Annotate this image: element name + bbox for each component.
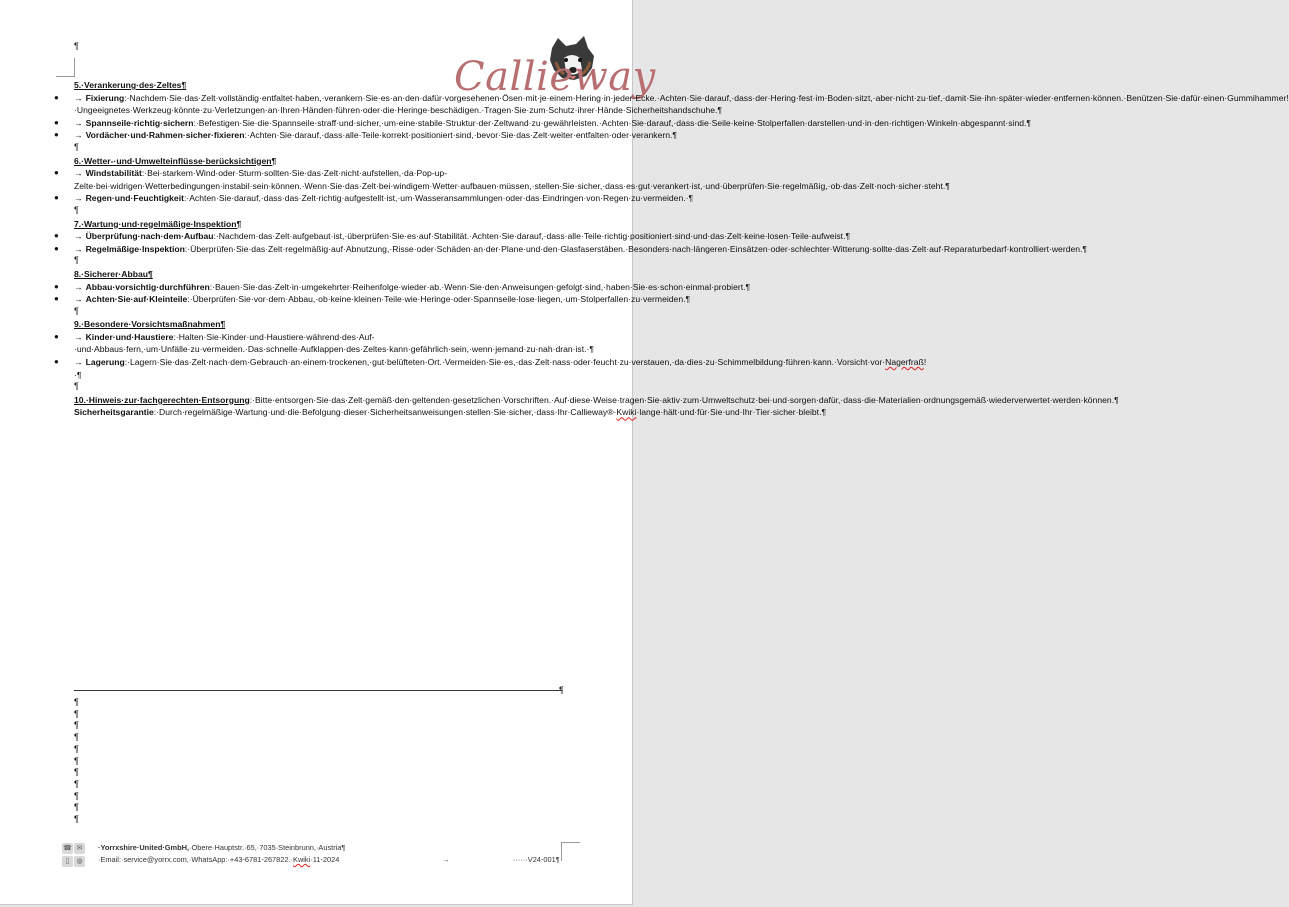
empty-paragraph: ¶: [74, 778, 79, 789]
empty-paragraph: ¶: [74, 141, 79, 152]
item-label: Kinder·und·Haustiere: [85, 331, 174, 342]
item-sep: :·: [184, 243, 191, 254]
item-sep: :·: [244, 130, 250, 141]
empty-paragraph: ¶: [74, 305, 79, 316]
item-sep: :·: [209, 281, 215, 292]
list-item: ● → Überprüfung·nach·dem·Aufbau:·Nachdem·das·Zelt·aufgebaut·ist,·überprüfen·Sie·es·auf·Stabilität.·Achten·Sie·darauf,·dass·alle·Teile·richtig·positioniert·sind·und·das·Zelt·keine·losen·Teile·aufweist.¶: [54, 231, 851, 242]
footer-contact-text: ·Email:·service@yorrx.com,·WhatsApp:·+43-6781-267822.·: [98, 855, 294, 864]
footer-address: [98, 843, 345, 852]
item-sep: :·: [193, 117, 199, 128]
list-item: ● → Lagerung:·Lagern·Sie·das·Zelt·nach·dem·Gebrauch·an·einem·trockenen,·gut·belüfteten·Ort.·Vermeiden·Sie·es,·das·Zelt·nass·oder·feucht·zu·verstauen,·da·dies·zu·Schimmelbildung·führen·kann.·Vorsicht·vor·Nagerfraß!·¶: [54, 357, 927, 380]
footer-brand: Kwiki: [293, 855, 311, 864]
empty-paragraph: ¶: [74, 720, 79, 731]
item-sep: :·: [187, 294, 193, 305]
list-item: ● → Windstabilität:·Bei·starkem·Wind·oder·Sturm·sollten·Sie·das·Zelt·nicht·aufstellen,·da·Pop-up-Zelte·bei·widrigen·Wetterbedingungen·instabil·sein·können.·Wenn·Sie·das·Zelt·bei·windigem·Wetter·aufbauen·müssen,·stellen·Sie·sicher,·dass·es·gut·verankert·ist,·und·überprüfen·Sie·regelmäßig,·ob·das·Zelt·noch·sicher·steht.¶: [54, 168, 950, 191]
empty-paragraph: ¶: [74, 204, 79, 215]
phone-icon: ☎: [63, 845, 72, 852]
list-item: ● → Vordächer·und·Rahmen·sicher·fixieren:·Achten·Sie·darauf,·dass·alle·Teile·korrekt·positioniert·sind,·bevor·Sie·das·Zelt·weiter·entfalten·oder·verankern.¶: [54, 130, 678, 141]
whatsapp-icon: ◍: [74, 856, 85, 867]
empty-paragraph: ¶: [74, 767, 79, 778]
rule-pilcrow: ¶: [559, 685, 564, 695]
empty-paragraph: ¶: [74, 697, 79, 707]
empty-paragraph: ¶: [74, 255, 79, 266]
item-label: Fixierung: [85, 92, 125, 103]
empty-paragraph: ¶: [74, 814, 79, 825]
section-heading: 8.·Sicherer·Abbau¶: [74, 268, 153, 279]
crop-mark-bottom-right: [561, 842, 580, 861]
empty-paragraph: ¶: [74, 802, 79, 813]
item-sep: :·: [124, 357, 130, 368]
top-pilcrow: ¶: [74, 41, 79, 51]
list-item: ● → Regen·und·Feuchtigkeit:·Achten·Sie·darauf,·dass·das·Zelt·richtig·aufgestellt·ist,·um·Wasseransammlungen·oder·das·Eindringen·von·Regen·zu·vermeiden.·¶: [54, 193, 694, 204]
mail-icon: ✉: [74, 843, 85, 854]
footer-address-text: ·Obere·Hauptstr.·65,·7035·Steinbrunn,·Austria¶: [189, 843, 346, 852]
item-label: Achten·Sie·auf·Kleinteile: [85, 294, 188, 305]
item-text: Achten·Sie·darauf,·dass·das·Zelt·richtig·aufgestellt·ist,·um·Wasseransammlungen·oder·das·Eindringen·von·Regen·zu·vermeiden.·¶: [189, 193, 694, 204]
item-sep: :·: [173, 331, 179, 342]
item-sep: :·: [183, 193, 190, 204]
list-item: ● → Regelmäßige·Inspektion:·Überprüfen·Sie·das·Zelt·regelmäßig·auf·Abnutzung,·Risse·oder·Schäden·an·der·Plane·und·den·Glasfaserstäben.·Besonders·nach·längeren·Einsätzen·oder·schlechter·Witterung·sollte·das·Zelt·auf·Reparaturbedarf·kontrolliert·werden.¶: [54, 243, 1088, 254]
item-label: Überprüfung·nach·dem·Aufbau: [85, 231, 214, 242]
footer-date: ·11-2024: [310, 855, 340, 864]
item-text: Bauen·Sie·das·Zelt·in·umgekehrter·Reihenfolge·wieder·ab.·Wenn·Sie·den·Anweisungen·gefolgt·sind,·haben·Sie·es·schon·einmal·probiert.¶: [214, 281, 751, 292]
item-sep: :·: [213, 231, 219, 242]
tab-arrow: →: [442, 855, 450, 864]
empty-paragraph: ¶: [74, 743, 79, 754]
list-item: ● → Achten·Sie·auf·Kleinteile:·Überprüfen·Sie·vor·dem·Abbau,·ob·keine·kleinen·Teile·wie·Heringe·oder·Spannseile·lose·liegen,·um·Stolperfallen·zu·vermeiden.¶: [54, 294, 691, 305]
item-label: Windstabilität: [85, 168, 142, 179]
item-label: Lagerung: [85, 357, 125, 368]
empty-paragraph: ¶: [74, 381, 79, 392]
item-text: Nachdem·das·Zelt·aufgebaut·ist,·überprüfen·Sie·es·auf·Stabilität.·Achten·Sie·darauf,·dass·alle·Teile·richtig·positioniert·sind·und·das·Zelt·keine·losen·Teile·aufweist.¶: [218, 231, 851, 242]
item-label: Regelmäßige·Inspektion: [85, 243, 185, 254]
spellcheck-word: Nagerfraß: [885, 357, 924, 368]
list-item: ● → Spannseile·richtig·sichern:·Befestigen·Sie·die·Spannseile·straff·und·sicher,·um·eine·stabile·Struktur·der·Zeltwand·zu·gewährleisten.·Achten·Sie·darauf,·dass·die·Seile·keine·Stolperfallen·darstellen·und·in·den·richtigen·Winkeln·abgespannt·sind.¶: [54, 117, 1032, 128]
item-text: Überprüfen·Sie·das·Zelt·regelmäßig·auf·Abnutzung,·Risse·oder·Schäden·an·der·Plane·und·den·Glasfaserstäben.·Besonders·nach·längeren·Einsätzen·oder·schlechter·Witterung·sollte·das·Zelt·auf·Reparaturbedarf·kontrolliert·werden.¶: [190, 243, 1088, 254]
list-item: ● → Kinder·und·Haustiere:·Halten·Sie·Kinder·und·Haustiere·während·des·Auf-·und·Abbaus·fern,·um·Unfälle·zu·vermeiden.·Das·schnelle·Aufklappen·des·Zeltes·kann·gefährlich·sein,·wenn·jemand·zu·nah·dran·ist.·¶: [54, 331, 594, 355]
list-item: ● → Abbau·vorsichtig·durchführen:·Bauen·Sie·das·Zelt·in·umgekehrter·Reihenfolge·wieder·ab.·Wenn·Sie·den·Anweisungen·gefolgt·sind,·haben·Sie·es·schon·einmal·probiert.¶: [54, 281, 751, 292]
empty-paragraph: ¶: [74, 755, 79, 766]
guarantee-text-end: ·lange·hält·und·für·Sie·und·Ihr·Tier·sicher·bleibt.¶: [636, 407, 827, 418]
item-sep: :·: [141, 168, 148, 179]
document-body: [54, 79, 1289, 419]
mobile-icon: ▯: [62, 856, 73, 867]
logo-wordmark: Callieway: [454, 54, 656, 100]
section-heading: 6.·Wetter-·und·Umwelteinflüsse·berücksichtigen¶: [74, 155, 277, 166]
empty-paragraph: ¶: [74, 732, 79, 743]
disposal-heading: 10.·Hinweis·zur·fachgerechten·Entsorgung: [74, 394, 250, 405]
horizontal-rule: [74, 690, 562, 691]
item-text: Lagern·Sie·das·Zelt·nach·dem·Gebrauch·an·einem·trockenen,·gut·belüfteten·Ort.·Vermeiden·Sie·es,·das·Zelt·nass·oder·feucht·zu·verstauen,·da·dies·zu·Schimmelbildung·führen·kann.·Vorsicht·vor·: [130, 357, 886, 368]
guarantee-text: :·Durch·regelmäßige·Wartung·und·die·Befolgung·dieser·Sicherheitsanweisungen·stellen·Sie·sicher,·dass·Ihr·Callieway®·: [153, 407, 617, 418]
item-sep: :·: [124, 92, 130, 103]
item-label: Regen·und·Feuchtigkeit: [85, 193, 184, 204]
disposal-paragraph: [74, 394, 1119, 407]
item-text: Nachdem·Sie·das·Zelt·vollständig·entfaltet·haben,·verankern·Sie·es·an·den·dafür·vorgesehenen·Ösen·mit·je·einem·Hering·in·jeder·Ecke.·Achten·Sie·darauf,·dass·der·Hering·fest·im·Boden·sitzt,·aber·nicht·zu·tief,·damit·Sie·ihn·später·wieder·entfernen·können.·Benützen·Sie·dafür·einen·Gummihammer!·Ungeeignetes·Werkzeug·könnte·zu·Verletzungen·an·Ihren·Händen·führen·oder·die·Heringe·beschädigen.·Tragen·Sie·zum·Schutz·ihrer·Hände·Sicherheitshandschuhe.¶: [74, 92, 1289, 116]
section-heading: 5.·Verankerung·des·Zeltes¶: [74, 80, 187, 90]
item-label: Spannseile·richtig·sichern: [85, 117, 194, 128]
spellcheck-word: Kwiki: [616, 407, 637, 418]
item-text: Befestigen·Sie·die·Spannseile·straff·und·sicher,·um·eine·stabile·Struktur·der·Zeltwand·zu·gewährleisten.·Achten·Sie·darauf,·dass·die·Seile·keine·Stolperfallen·darstellen·und·in·den·richtigen·Winkeln·abgespannt·sind.¶: [198, 117, 1032, 128]
list-item: ● → Fixierung:·Nachdem·Sie·das·Zelt·vollständig·entfaltet·haben,·verankern·Sie·es·an·den·dafür·vorgesehenen·Ösen·mit·je·einem·Hering·in·jeder·Ecke.·Achten·Sie·darauf,·dass·der·Hering·fest·im·Boden·sitzt,·aber·nicht·zu·tief,·damit·Sie·ihn·später·wieder·entfernen·können.·Benützen·Sie·dafür·einen·Gummihammer!·Ungeeignetes·Werkzeug·könnte·zu·Verletzungen·an·Ihren·Händen·führen·oder·die·Heringe·beschädigen.·Tragen·Sie·zum·Schutz·ihrer·Hände·Sicherheitshandschuhe.¶: [54, 92, 1289, 116]
item-text: Bei·starkem·Wind·oder·Sturm·sollten·Sie·das·Zelt·nicht·aufstellen,·da·Pop-up-Zelte·bei·widrigen·Wetterbedingungen·instabil·sein·können.·Wenn·Sie·das·Zelt·bei·windigem·Wetter·aufbauen·müssen,·stellen·Sie·sicher,·dass·es·gut·verankert·ist,·und·überprüfen·Sie·regelmäßig,·ob·das·Zelt·noch·sicher·steht.¶: [74, 168, 950, 191]
empty-paragraph: ¶: [74, 790, 79, 801]
empty-paragraphs: [74, 697, 79, 826]
empty-paragraph: ¶: [74, 708, 79, 719]
section-heading: 7.·Wartung·und·regelmäßige·Inspektion¶: [74, 218, 242, 229]
item-text: Überprüfen·Sie·vor·dem·Abbau,·ob·keine·kleinen·Teile·wie·Heringe·oder·Spannseile·lose·liegen,·um·Stolperfallen·zu·vermeiden.¶: [192, 294, 691, 305]
footer-company: ·Yorrxshire·United·GmbH,: [98, 843, 190, 852]
guarantee-paragraph: [74, 406, 827, 419]
crop-mark-top-left: [56, 58, 75, 77]
guarantee-label: Sicherheitsgarantie: [74, 407, 154, 418]
footer-contact: [98, 855, 339, 864]
item-label: Abbau·vorsichtig·durchführen: [85, 281, 210, 292]
footer-icons: [62, 843, 90, 869]
item-text: Halten·Sie·Kinder·und·Haustiere·während·des·Auf-·und·Abbaus·fern,·um·Unfälle·zu·vermeiden.·Das·schnelle·Aufklappen·des·Zeltes·kann·gefährlich·sein,·wenn·jemand·zu·nah·dran·ist.·¶: [74, 331, 594, 355]
section-heading: 9.·Besondere·Vorsichtsmaßnahmen¶: [74, 319, 226, 330]
disposal-text: :·Bitte·entsorgen·Sie·das·Zelt·gemäß·den·geltenden·gesetzlichen·Vorschriften.·Auf·diese·Weise·tragen·Sie·aktiv·zum·Umweltschutz·bei·und·sorgen·dafür,·dass·die·Materialien·ordnungsgemäß·wiederverwertet·werden·können.¶: [249, 394, 1119, 405]
item-label: Vordächer·und·Rahmen·sicher·fixieren: [85, 130, 245, 141]
item-text: Achten·Sie·darauf,·dass·alle·Teile·korrekt·positioniert·sind,·bevor·Sie·das·Zelt·weiter·entfalten·oder·verankern.¶: [249, 130, 678, 141]
item-text-end: !·¶: [74, 357, 927, 380]
footer-version: ······V24-001¶: [513, 855, 560, 864]
